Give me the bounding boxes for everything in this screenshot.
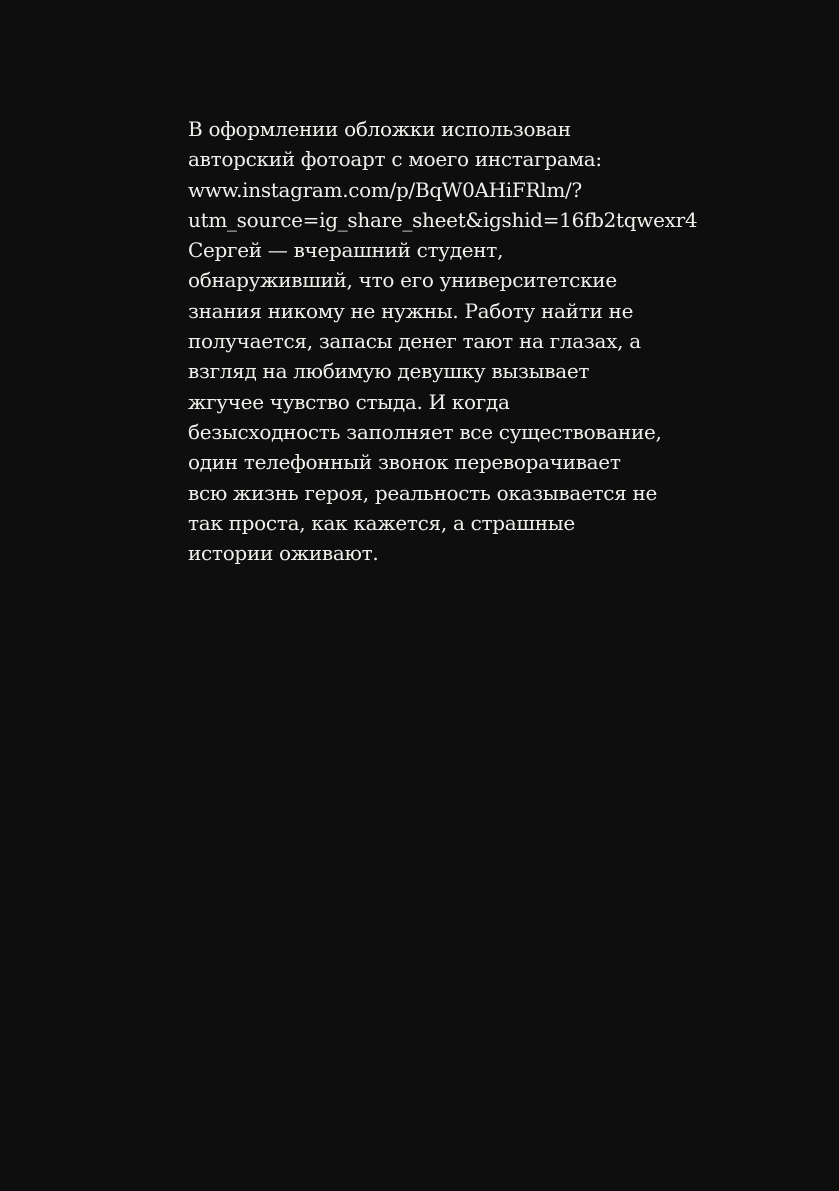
annotation-line: так проста, как кажется, а страшные: [188, 510, 575, 535]
instagram-link-line[interactable]: utm_source=ig_share_sheet&igshid=16fb2tqwexr4: [188, 207, 698, 232]
annotation-line: истории оживают.: [188, 541, 379, 566]
annotation-line: знания никому не нужны. Работу найти не: [188, 298, 634, 323]
annotation-line: взгляд на любимую девушку вызывает: [188, 359, 590, 384]
instagram-link-line[interactable]: www.instagram.com/p/BqW0AHiFRlm/?: [188, 177, 582, 202]
annotation-line: всю жизнь героя, реальность оказывается не: [188, 480, 658, 505]
annotation-line: Сергей — вчерашний студент,: [188, 238, 504, 263]
credit-line: В оформлении обложки использован: [188, 117, 571, 141]
annotation-line: один телефонный звонок переворачивает: [188, 450, 621, 475]
annotation-line: безысходность заполняет все существование,: [188, 419, 662, 444]
annotation-line: обнаруживший, что его университетские: [188, 268, 617, 293]
annotation-line: жгучее чувство стыда. И когда: [188, 389, 510, 414]
annotation-line: получается, запасы денег тают на глазах, а: [188, 329, 641, 354]
text-block: [188, 114, 698, 568]
cover-credit: [188, 114, 698, 235]
book-annotation: [188, 235, 688, 568]
credit-line: авторский фотоарт с моего инстаграма:: [188, 147, 602, 172]
